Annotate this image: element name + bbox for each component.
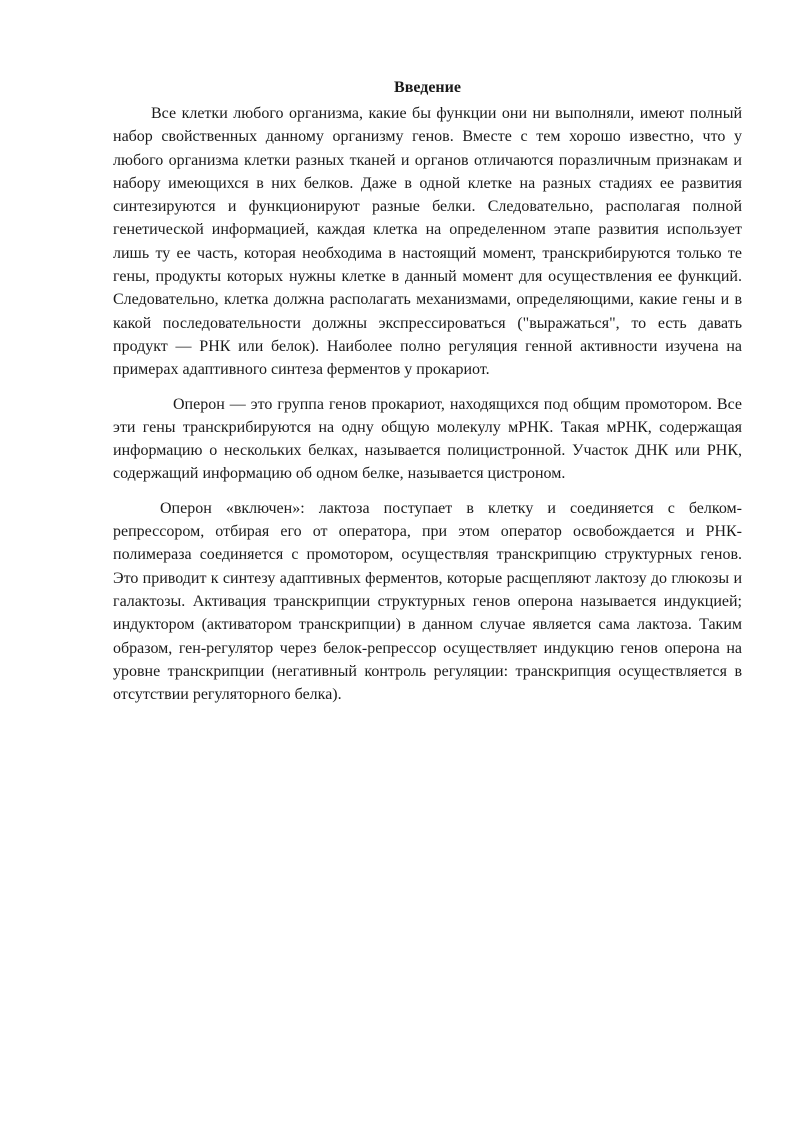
document-title: Введение: [394, 79, 461, 96]
paragraph-operon-enabled: Оперон «включен»: лактоза поступает в клетку и соединяется с белком-репрессором, отбирая его от оператора, при этом оператор освобождается и РНК-полимераза соединяется с промотором, осуществляя транскрипцию структурных генов. Это приводит к синтезу адаптивных ферментов, которые расщепляют лактозу до глюкозы и галактозы. Активация транскрипции структурных генов оперона называется индукцией; индуктором (активатором транскрипции) в данном случае является сама лактоза. Таким образом, ген-регулятор через белок-репрессор осуществляет индукцию генов оперона на уровне транскрипции (негативный контроль регуляции: транскрипция осуществляется в отсутствии регуляторного белка).: [113, 499, 742, 704]
document-body: [113, 76, 742, 706]
paragraph-operon-definition: Оперон — это группа генов прокариот, находящихся под общим промотором. Все эти гены транскрибируются на одну общую молекулу мРНК. Такая мРНК, содержащая информацию о нескольких белках, называется полицистронной. Участок ДНК или РНК, содержащий информацию об одном белке, называется цистроном.: [113, 395, 742, 483]
paragraph-introduction: Все клетки любого организма, какие бы функции они ни выполняли, имеют полный набор свойственных данному организму генов. Вместе с тем хорошо известно, что у любого организма клетки разных тканей и органов отличаются поразличным признакам и набору имеющихся в них белков. Даже в одной клетке на разных стадиях ее развития синтезируются и функционируют разные белки. Следовательно, располагая полной генетической информацией, каждая клетка на определенном этапе развития использует лишь ту ее часть, которая необходима в настоящий момент, транскрибируются только те гены, продукты которых нужны клетке в данный момент для осуществления ее функций. Следовательно, клетка должна располагать механизмами, определяющими, какие гены и в какой последовательности должны экспрессироваться ("выражаться", то есть давать продукт — РНК или белок). Наиболее полно регуляция генной активности изучена на примерах адаптивного синтеза ферментов у прокариот.: [113, 105, 742, 379]
